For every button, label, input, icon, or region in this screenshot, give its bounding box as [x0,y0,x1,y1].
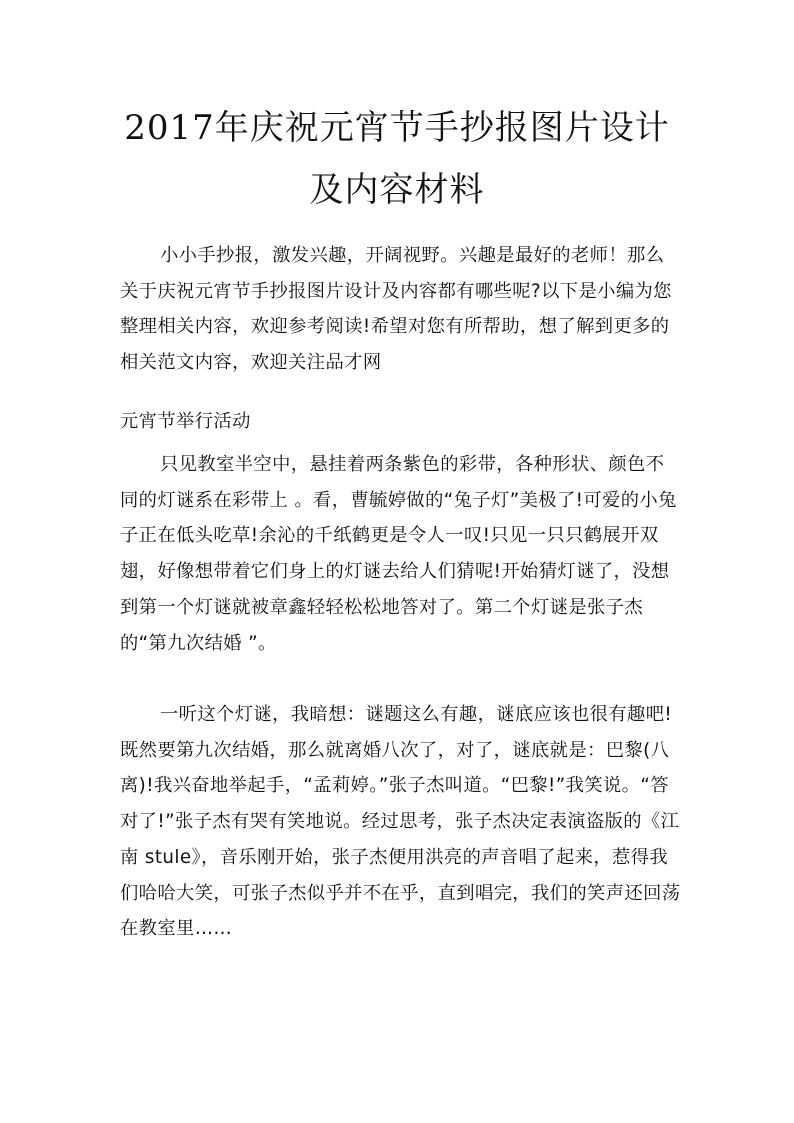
document-title-line-2: 及内容材料 [309,170,485,210]
document-title-line-1: 2017年庆祝元宵节手抄报图片设计 [124,108,670,148]
story-paragraph-2: 一听这个灯谜，我暗想：谜题这么有趣，谜底应该也很有趣吧!既然要第九次结婚，那么就离婚八次了，对了，谜底就是：巴黎(八离)!我兴奋地举起手，“孟莉婷。”张子杰叫道。“巴黎!”我笑说。“答对了!”张子杰有哭有笑地说。经过思考，张子杰决定表演盗版的《江南 stule》，音乐刚开始，张子杰便用洪亮的声音唱了起来，惹得我们哈哈大笑，可张子杰似乎并不在乎，直到唱完，我们的笑声还回荡在教室里…… [120,704,681,940]
section-heading: 元宵节举行活动 [120,411,251,432]
story-paragraph-1: 只见教室半空中，悬挂着两条紫色的彩带，各种形状、颜色不同的灯谜系在彩带上 。看，曹毓婷做的“兔子灯”美极了!可爱的小兔子正在低头吃草!余沁的千纸鹤更是令人一叹!只见一只只鹤展开双翅，好像想带着它们身上的灯谜去给人们猜呢!开始猜灯谜了，没想到第一个灯谜就被章鑫轻轻松松地答对了。第二个灯谜是张子杰的“第九次结婚 ”。 [120,454,677,654]
intro-paragraph: 小小手抄报，激发兴趣，开阔视野。兴趣是最好的老师！那么关于庆祝元宵节手抄报图片设计及内容都有哪些呢?以下是小编为您整理相关内容，欢迎参考阅读!希望对您有所帮助，想了解到更多的相关范文内容，欢迎关注品才网 [120,245,672,374]
